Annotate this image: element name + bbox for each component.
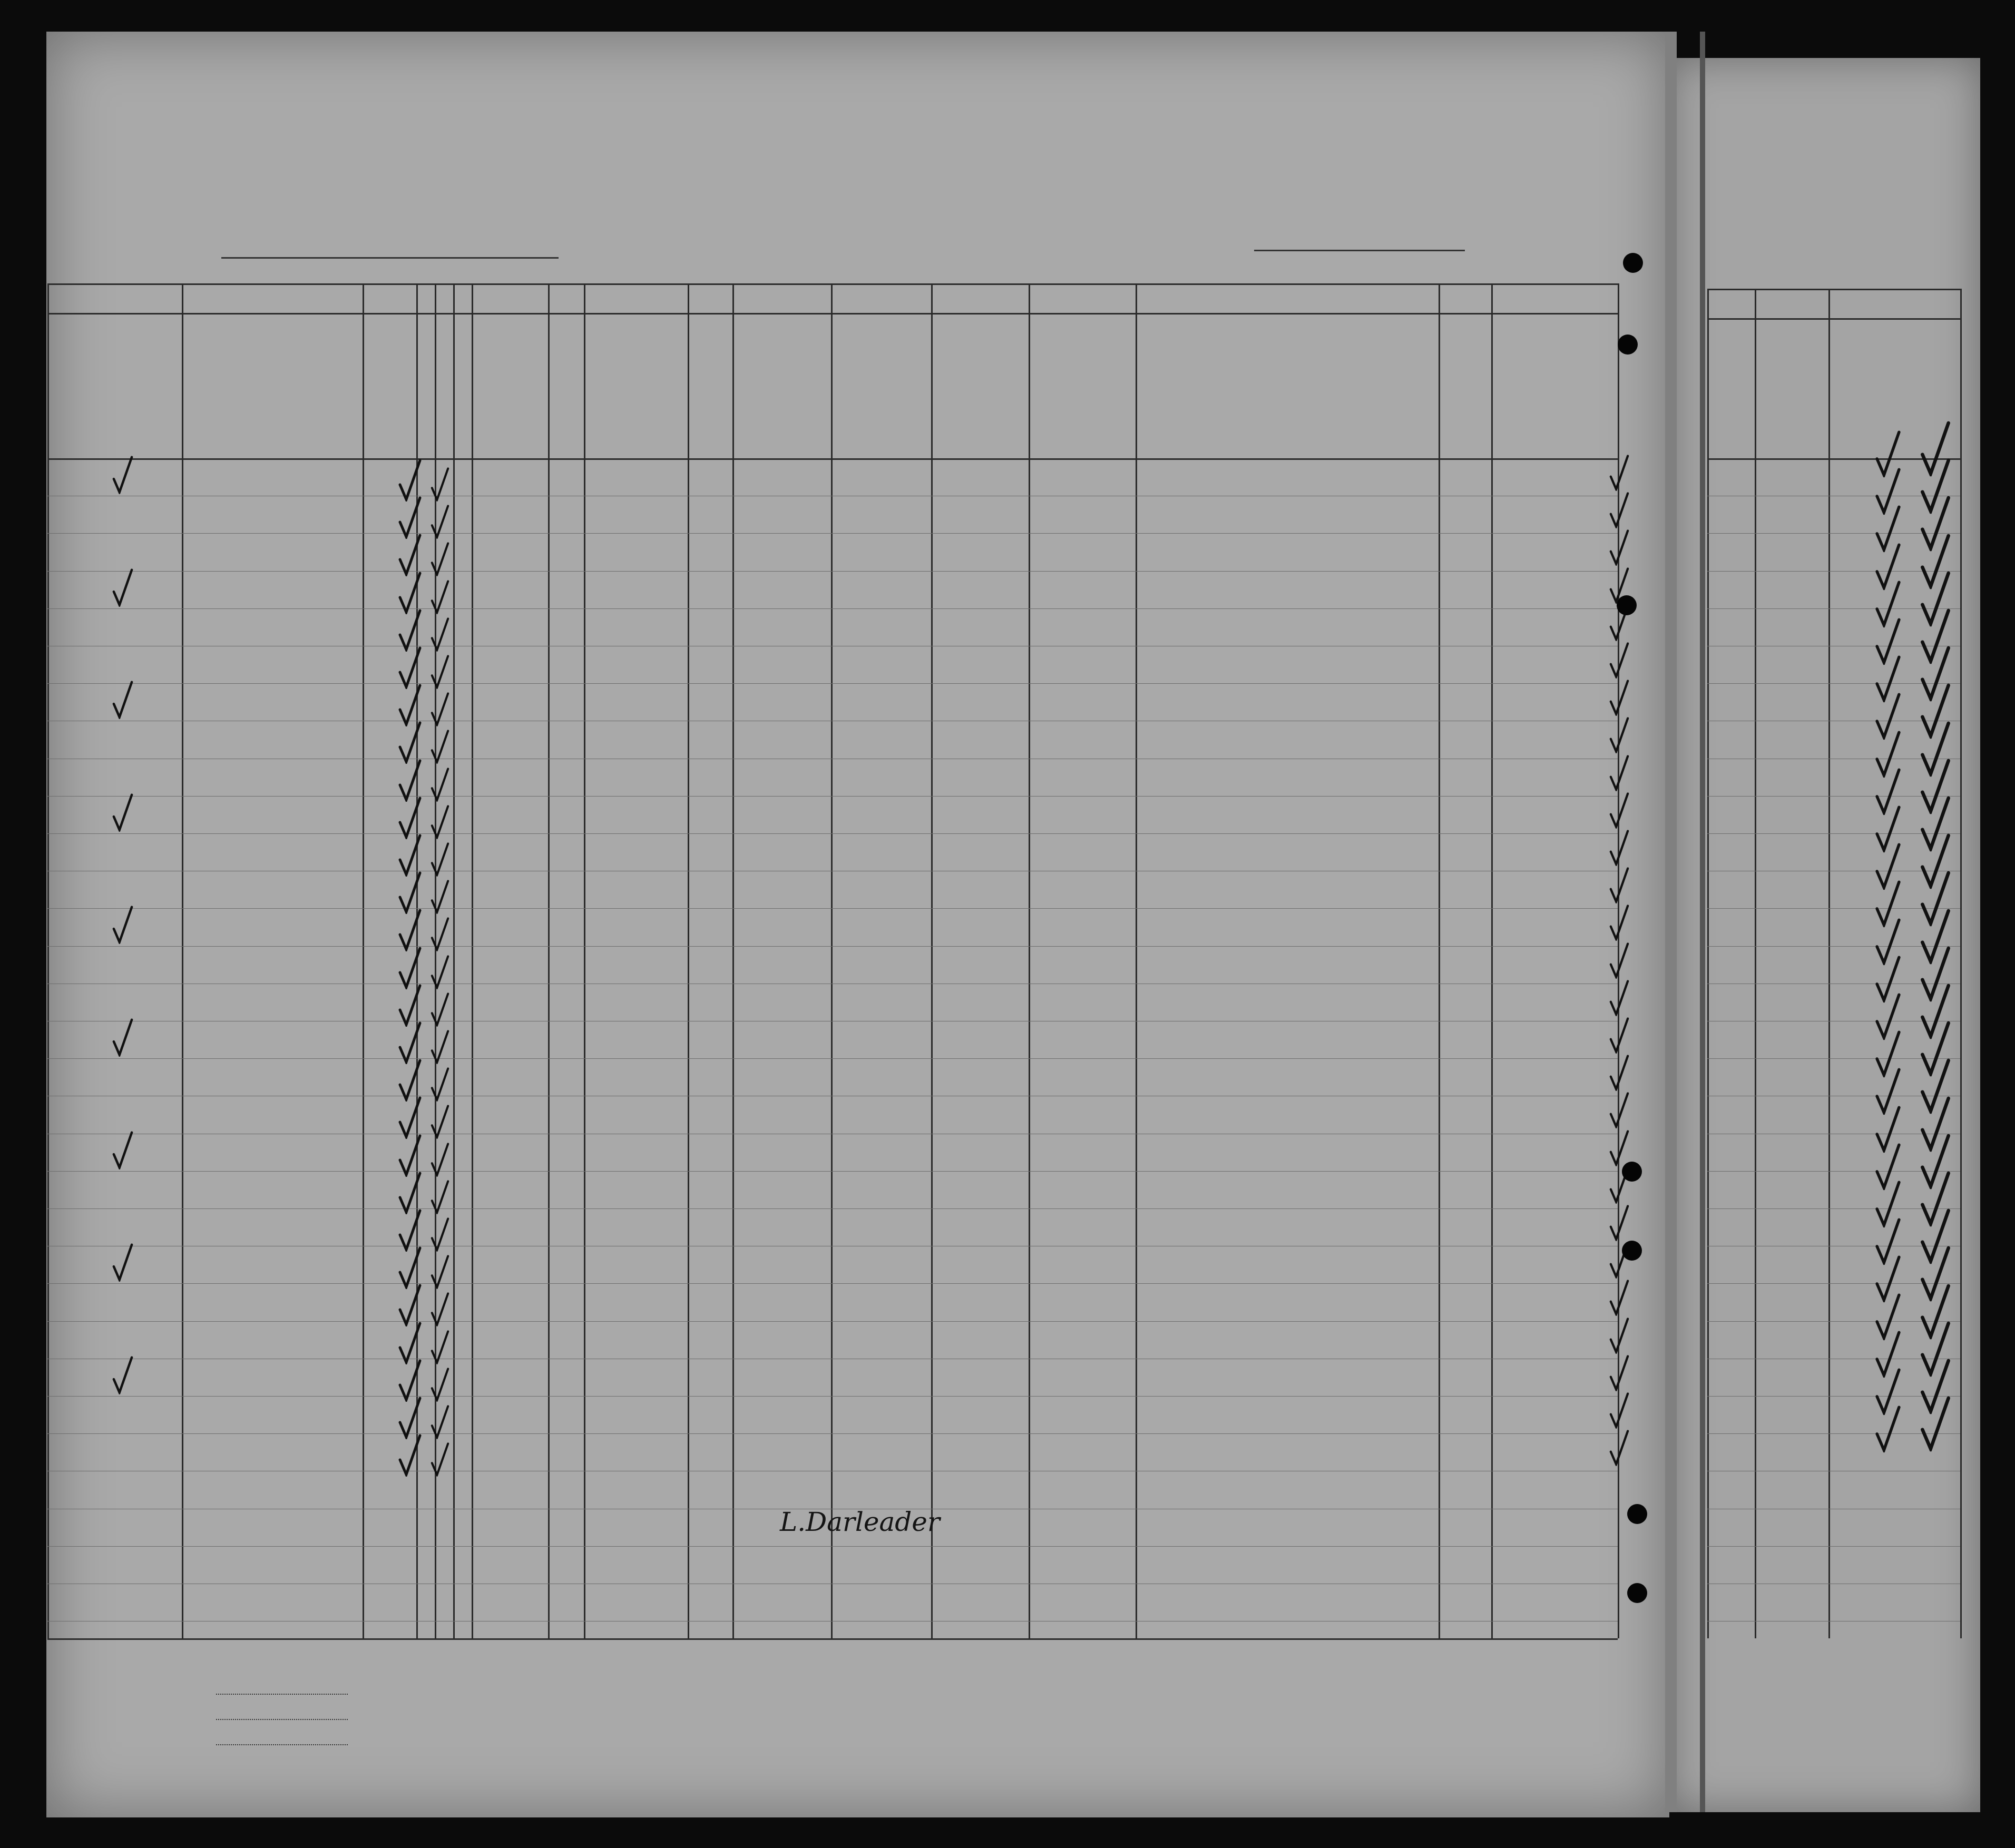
check-mark-icon [112,1018,133,1057]
column-divider [1439,283,1440,1638]
aliens-leader [216,1744,348,1745]
check-mark-icon [1609,716,1629,753]
check-mark-icon [431,1330,450,1364]
check-mark-icon [431,1104,450,1139]
check-mark-icon [398,796,422,839]
check-mark-icon [431,1367,450,1402]
column-number-rule [47,313,1618,314]
column-divider [931,283,933,1638]
check-mark-icon [1609,942,1629,979]
column-divider [1707,289,1709,1638]
check-mark-icon [431,1217,450,1252]
check-mark-icon [398,1283,422,1326]
row-rule [47,683,1618,684]
check-mark-icon [431,955,450,989]
punch-hole [1618,335,1638,355]
check-mark-icon [431,542,450,576]
row-rule [47,1433,1618,1434]
column-divider [1029,283,1030,1638]
check-mark-icon [398,1171,422,1214]
check-mark-icon [431,804,450,839]
check-mark-icon [398,1359,422,1402]
check-mark-icon [1609,679,1629,716]
row-rule [47,946,1618,947]
punch-hole [1623,253,1643,273]
column-divider [1828,289,1830,1638]
row-rule [47,1058,1618,1059]
check-mark-icon [398,683,422,726]
check-mark-icon [1875,1405,1902,1452]
check-mark-icon [398,1433,422,1477]
column-divider [453,283,455,1638]
check-mark-icon [431,992,450,1027]
row-rule [1707,1546,1960,1547]
column-divider [732,283,734,1638]
column-divider [472,283,473,1638]
column-divider [548,283,550,1638]
check-mark-icon [1609,1054,1629,1091]
column-divider [1960,289,1962,1638]
row-rule [47,908,1618,909]
check-mark-icon [112,905,133,944]
sailing-date-underline [1254,250,1465,251]
check-mark-icon [1920,1395,1951,1452]
column-divider [1755,289,1756,1638]
check-mark-icon [1609,1204,1629,1241]
check-mark-icon [431,1142,450,1177]
row-rule [47,608,1618,609]
column-divider [1136,283,1137,1638]
check-mark-icon [112,568,133,607]
check-mark-icon [398,984,422,1027]
row-rule [47,1283,1618,1284]
punch-hole [1622,1162,1642,1182]
header-top-rule [1707,289,1960,290]
total-passengers-leader [216,1694,348,1695]
check-mark-icon [398,533,422,576]
check-mark-icon [398,458,422,502]
check-mark-icon [431,1292,450,1326]
check-mark-icon [1609,1017,1629,1054]
manifest-sheet [46,32,1669,1817]
inspector-signature: L.Darleader [780,1507,940,1537]
check-mark-icon [1609,1392,1629,1429]
check-mark-icon [1609,829,1629,866]
check-mark-icon [398,1021,422,1064]
check-mark-icon [398,1134,422,1177]
check-mark-icon [431,692,450,726]
check-mark-icon [1609,1092,1629,1128]
check-mark-icon [112,1131,133,1169]
header-top-rule [47,283,1618,285]
punch-hole [1617,595,1637,615]
header-bottom-rule [47,458,1618,460]
check-mark-icon [112,455,133,494]
check-mark-icon [398,571,422,614]
column-divider [688,283,689,1638]
check-mark-icon [398,1246,422,1289]
punch-hole [1627,1504,1647,1524]
check-mark-icon [431,654,450,689]
check-mark-icon [112,680,133,719]
row-rule [47,571,1618,572]
ship-name-underline [221,257,559,259]
check-mark-icon [431,917,450,951]
check-mark-icon [398,908,422,951]
check-mark-icon [431,504,450,539]
check-mark-icon [1609,1429,1629,1466]
column-divider [182,283,183,1638]
check-mark-icon [431,879,450,914]
column-number-rule [1707,318,1960,320]
check-mark-icon [398,1058,422,1102]
check-mark-icon [1609,454,1629,491]
check-mark-icon [1609,1354,1629,1391]
check-mark-icon [398,1396,422,1439]
check-mark-icon [398,946,422,989]
check-mark-icon [398,646,422,689]
check-mark-icon [398,1208,422,1252]
check-mark-icon [431,1179,450,1214]
column-divider [47,283,49,1638]
row-rule [47,1396,1618,1397]
check-mark-icon [431,617,450,652]
check-mark-icon [398,721,422,764]
check-mark-icon [431,1442,450,1477]
check-mark-icon [112,1243,133,1282]
check-mark-icon [431,579,450,614]
check-mark-icon [1609,979,1629,1016]
check-mark-icon [1609,1317,1629,1354]
column-divider [363,283,364,1638]
check-mark-icon [1609,1279,1629,1316]
us-citizens-leader [216,1719,348,1720]
row-rule [47,1546,1618,1547]
check-mark-icon [431,1029,450,1064]
check-mark-icon [112,793,133,832]
row-rule [47,796,1618,797]
row-rule [47,833,1618,834]
check-mark-icon [1609,492,1629,528]
column-divider [831,283,833,1638]
check-mark-icon [1609,529,1629,566]
check-mark-icon [398,1096,422,1139]
row-rule [47,1321,1618,1322]
column-divider [1491,283,1493,1638]
column-divider [584,283,585,1638]
check-mark-icon [1609,867,1629,903]
row-rule [47,533,1618,534]
check-mark-icon [398,871,422,914]
page-fold-shadow [1700,32,1705,1812]
check-mark-icon [1609,792,1629,829]
check-mark-icon [431,1254,450,1289]
punch-hole [1622,1241,1642,1261]
check-mark-icon [1609,1129,1629,1166]
check-mark-icon [431,1067,450,1102]
check-mark-icon [398,833,422,877]
check-mark-icon [1609,642,1629,679]
row-rule [47,1171,1618,1172]
punch-hole [1627,1583,1647,1603]
check-mark-icon [431,467,450,502]
page-fold [1665,32,1677,1812]
check-mark-icon [1609,754,1629,791]
check-mark-icon [431,729,450,764]
row-rule [47,1208,1618,1209]
check-mark-icon [431,1404,450,1439]
table-bottom-rule [47,1638,1618,1640]
check-mark-icon [112,1355,133,1394]
check-mark-icon [1609,904,1629,941]
check-mark-icon [431,842,450,877]
check-mark-icon [398,1321,422,1364]
check-mark-icon [398,496,422,539]
check-mark-icon [398,759,422,802]
check-mark-icon [431,767,450,802]
check-mark-icon [398,608,422,652]
